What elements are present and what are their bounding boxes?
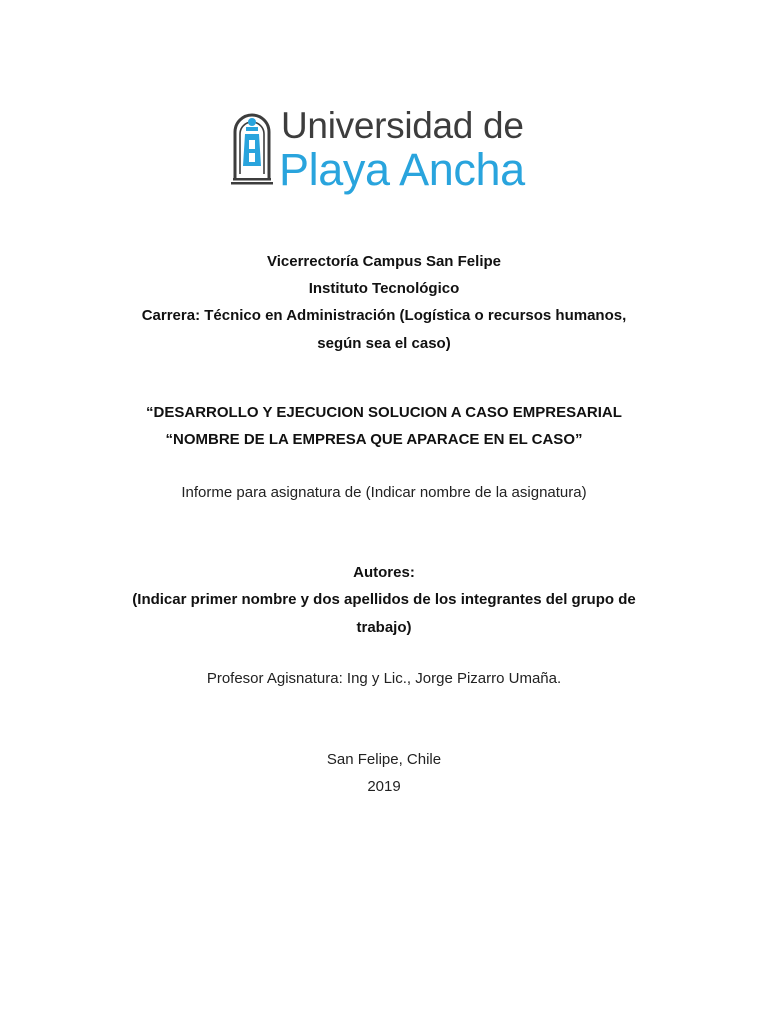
place-line: San Felipe, Chile: [326, 751, 442, 768]
university-logo: [229, 105, 549, 200]
vicerrectoria-line: Vicerrectoría Campus San Felipe: [267, 253, 501, 270]
logo-text-universidad: Universidad de: [281, 105, 524, 146]
instituto-line: Instituto Tecnológico: [308, 280, 460, 297]
lighthouse-emblem-icon: [229, 108, 275, 186]
year-line: 2019: [367, 778, 401, 795]
carrera-line-2: según sea el caso): [317, 335, 451, 352]
informe-line: Informe para asignatura de (Indicar nombre de la asignatura): [181, 484, 587, 501]
autores-heading: Autores:: [353, 564, 415, 581]
autores-line-2: trabajo): [356, 619, 412, 636]
profesor-line: Profesor Agisnatura: Ing y Lic., Jorge Pizarro Umaña.: [206, 670, 562, 687]
autores-line-1: (Indicar primer nombre y dos apellidos de los integrantes del grupo de: [132, 591, 636, 608]
title-line-2: “NOMBRE DE LA EMPRESA QUE APARACE EN EL CASO”: [165, 431, 583, 448]
carrera-line-1: Carrera: Técnico en Administración (Logística o recursos humanos,: [141, 307, 627, 324]
logo-text-playa-ancha: Playa Ancha: [279, 144, 525, 195]
title-line-1: “DESARROLLO Y EJECUCION SOLUCION A CASO EMPRESARIAL: [146, 404, 622, 421]
